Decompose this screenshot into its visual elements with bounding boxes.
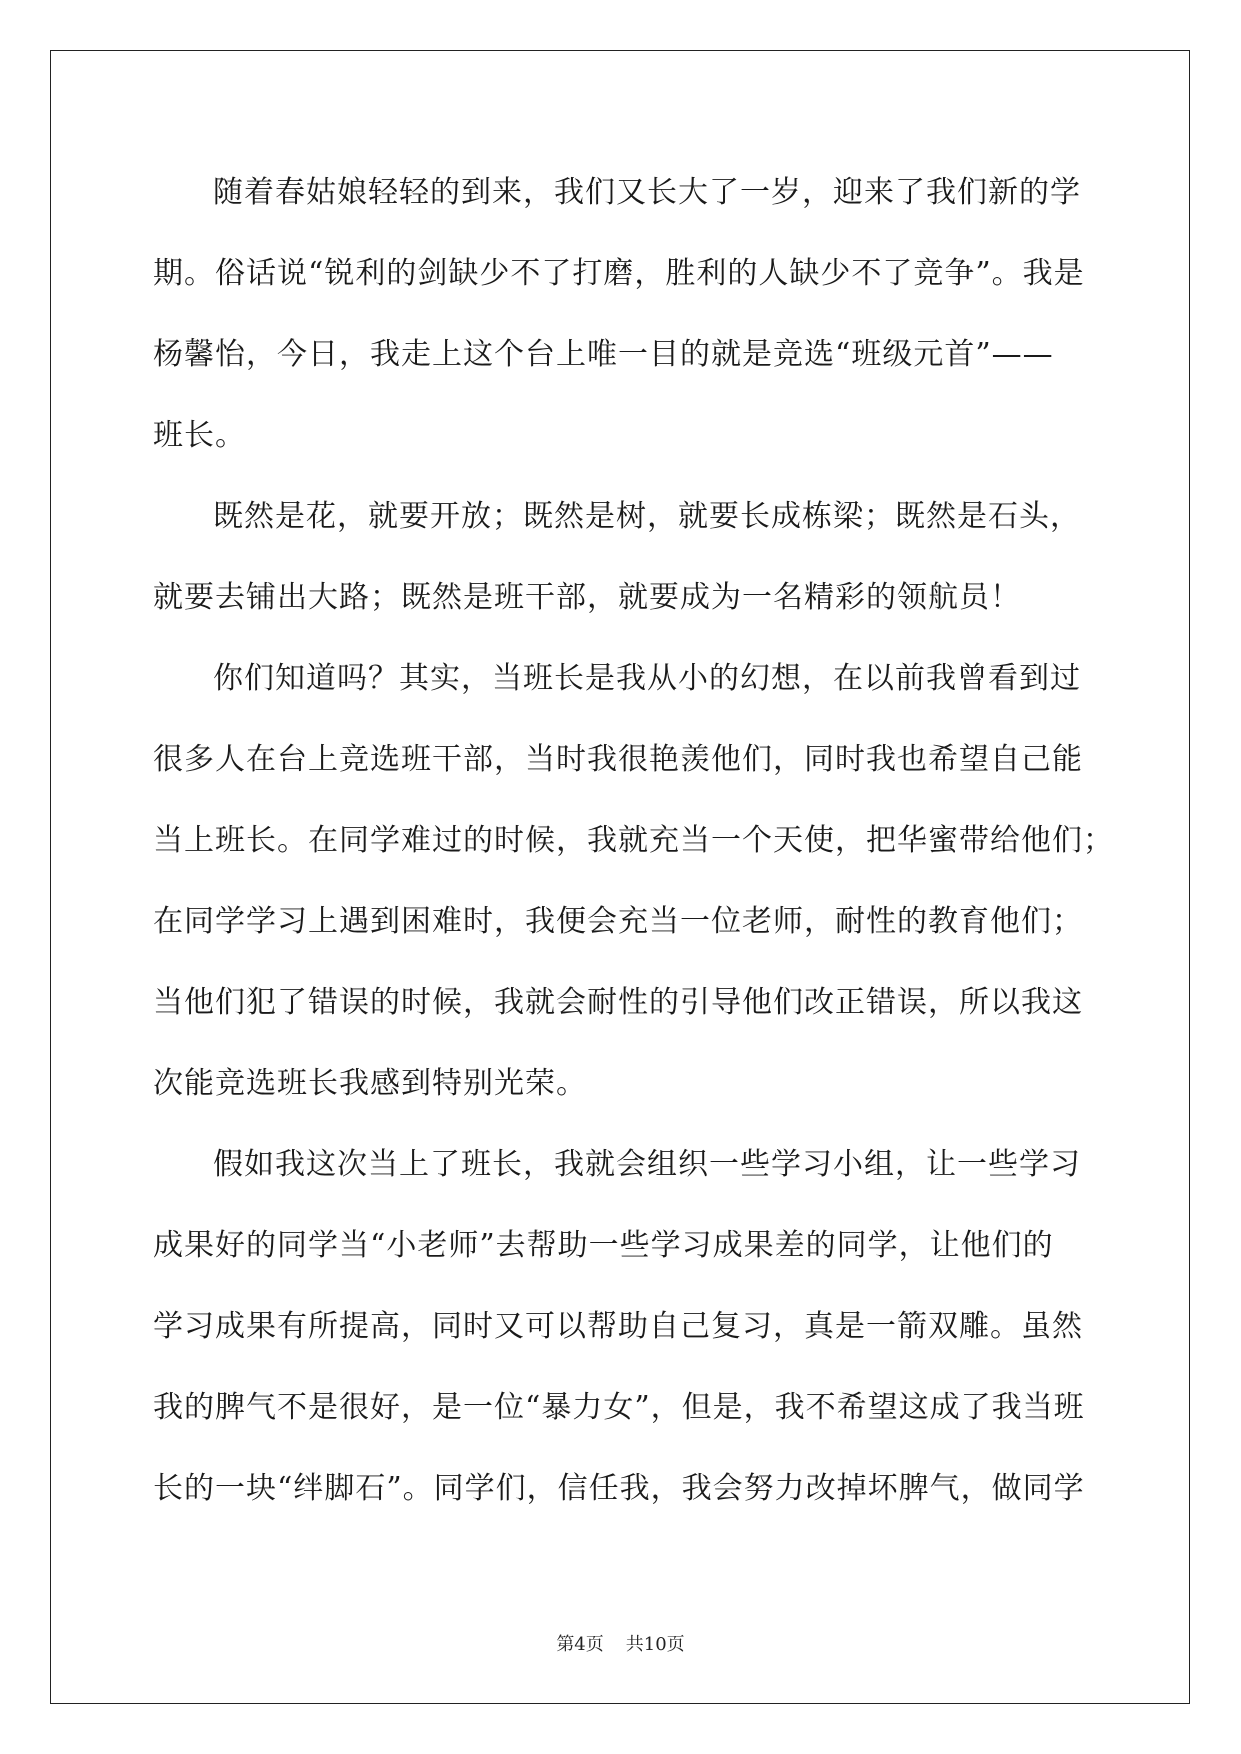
document-body xyxy=(153,152,1114,1529)
text-line: 很多人在台上竞选班干部，当时我很艳羡他们，同时我也希望自己能 xyxy=(153,742,1083,777)
paragraph-1 xyxy=(153,152,1089,476)
paragraph-4 xyxy=(153,1124,1089,1529)
page-number: 第4页 xyxy=(556,1634,604,1655)
text-line: 班长。 xyxy=(153,418,246,453)
text-line: 当他们犯了错误的时候，我就会耐性的引导他们改正错误，所以我这 xyxy=(153,985,1083,1020)
text-line: 杨馨怡，今日，我走上这个台上唯一目的就是竞选“班级元首”—— xyxy=(153,337,1054,372)
text-line: 就要去铺出大路；既然是班干部，就要成为一名精彩的领航员！ xyxy=(153,580,1021,615)
text-line: 在同学学习上遇到困难时，我便会充当一位老师，耐性的教育他们； xyxy=(153,904,1083,939)
page-footer xyxy=(0,1630,1241,1656)
text-line: 次能竞选班长我感到特别光荣。 xyxy=(153,1066,587,1101)
text-line: 长的一块“绊脚石”。同学们，信任我，我会努力改掉坏脾气，做同学 xyxy=(153,1471,1085,1506)
paragraph-2 xyxy=(153,476,1089,638)
paragraph-3 xyxy=(153,638,1114,1124)
text-line: 随着春姑娘轻轻的到来，我们又长大了一岁，迎来了我们新的学 xyxy=(213,175,1081,210)
text-line: 当上班长。在同学难过的时候，我就充当一个天使，把华蜜带给他们； xyxy=(153,823,1114,858)
text-line: 期。俗话说“锐利的剑缺少不了打磨，胜利的人缺少不了竞争”。我是 xyxy=(153,256,1085,291)
text-line: 既然是花，就要开放；既然是树，就要长成栋梁；既然是石头， xyxy=(213,499,1081,534)
text-line: 我的脾气不是很好，是一位“暴力女”，但是，我不希望这成了我当班 xyxy=(153,1390,1085,1425)
text-line: 假如我这次当上了班长，我就会组织一些学习小组，让一些学习 xyxy=(213,1147,1081,1182)
page-total: 共10页 xyxy=(625,1634,685,1655)
text-line: 成果好的同学当“小老师”去帮助一些学习成果差的同学，让他们的 xyxy=(153,1228,1054,1263)
text-line: 学习成果有所提高，同时又可以帮助自己复习，真是一箭双雕。虽然 xyxy=(153,1309,1083,1344)
text-line: 你们知道吗？其实，当班长是我从小的幻想，在以前我曾看到过 xyxy=(213,661,1081,696)
